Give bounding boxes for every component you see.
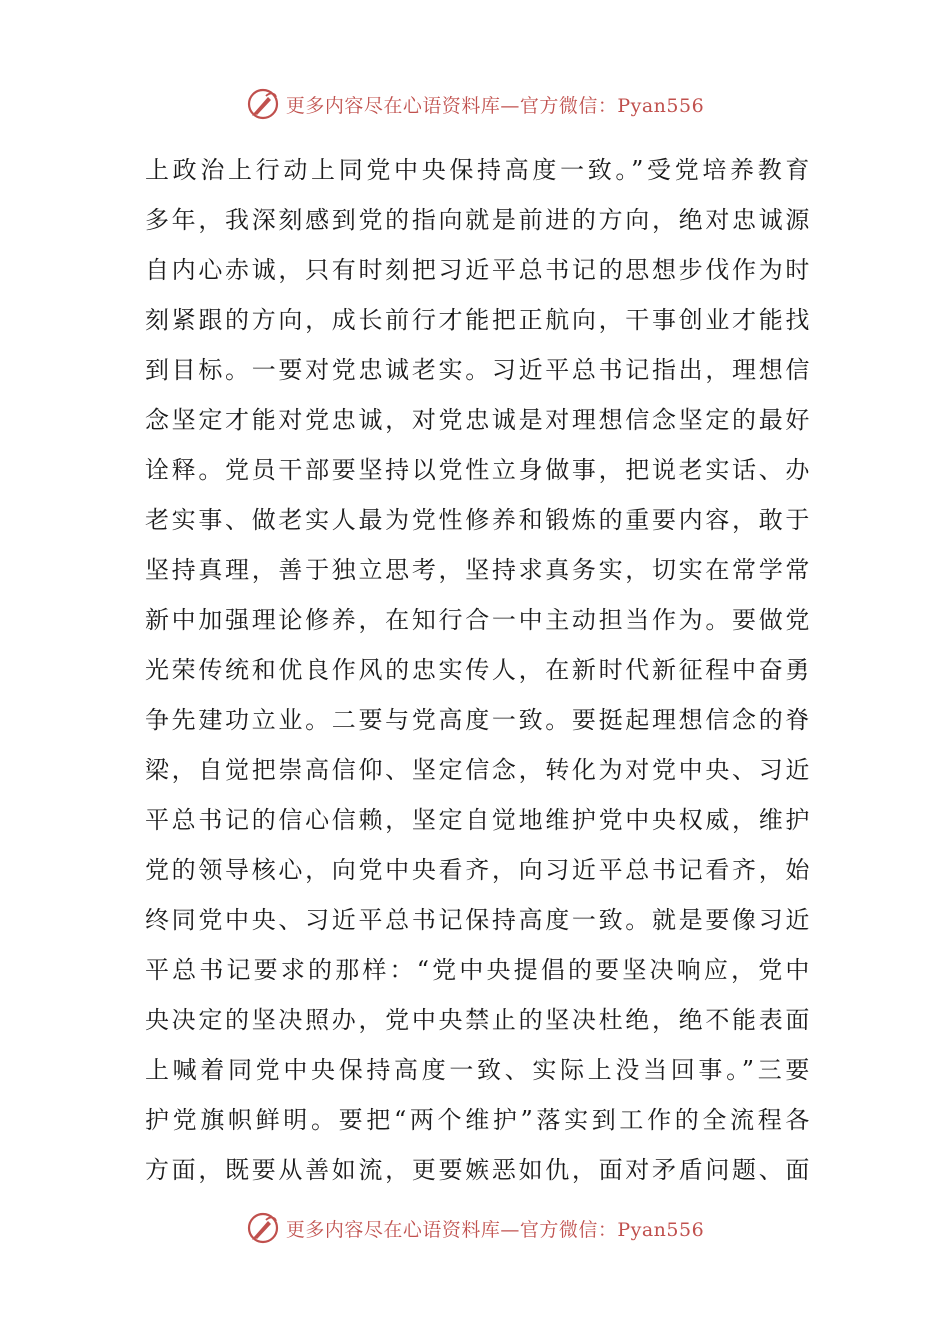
text-line: 终同党中央、习近平总书记保持高度一致。就是要像习近 <box>145 906 810 934</box>
text-line: 自内心赤诚，只有时刻把习近平总书记的思想步伐作为时 <box>145 256 810 284</box>
text-line: 坚持真理，善于独立思考，坚持求真务实，切实在常学常 <box>145 556 810 584</box>
text-line: 光荣传统和优良作风的忠实传人，在新时代新征程中奋勇 <box>145 656 810 684</box>
header-banner-text: 更多内容尽在心语资料库—官方微信：Pyan556 <box>285 94 705 117</box>
text-line: 多年，我深刻感到党的指向就是前进的方向，绝对忠诚源 <box>145 206 810 234</box>
text-line: 平总书记要求的那样：“党中央提倡的要坚决响应，党中 <box>145 956 810 984</box>
text-line: 央决定的坚决照办，党中央禁止的坚决杜绝，绝不能表面 <box>145 1006 810 1034</box>
text-line: 平总书记的信心信赖，坚定自觉地维护党中央权威，维护 <box>145 806 810 834</box>
text-line: 老实事、做老实人最为党性修养和锻炼的重要内容，敢于 <box>145 506 810 534</box>
header-banner <box>0 84 950 124</box>
text-line: 党的领导核心，向党中央看齐，向习近平总书记看齐，始 <box>145 856 810 884</box>
pen-logo-icon <box>246 87 280 121</box>
text-line: 争先建功立业。二要与党高度一致。要挺起理想信念的脊 <box>145 706 810 734</box>
text-line: 念坚定才能对党忠诚，对党忠诚是对理想信念坚定的最好 <box>145 406 810 434</box>
text-line: 刻紧跟的方向，成长前行才能把正航向，干事创业才能找 <box>145 306 810 334</box>
text-line: 诠释。党员干部要坚持以党性立身做事，把说老实话、办 <box>145 456 810 484</box>
text-line: 上政治上行动上同党中央保持高度一致。”受党培养教育 <box>145 156 810 184</box>
text-line: 新中加强理论修养，在知行合一中主动担当作为。要做党 <box>145 606 810 634</box>
text-line: 护党旗帜鲜明。要把“两个维护”落实到工作的全流程各 <box>145 1106 810 1134</box>
footer-banner-text: 更多内容尽在心语资料库—官方微信：Pyan556 <box>285 1218 705 1241</box>
document-body <box>145 145 810 1195</box>
text-line: 上喊着同党中央保持高度一致、实际上没当回事。”三要 <box>145 1056 810 1084</box>
footer-banner <box>0 1208 950 1248</box>
pen-logo-icon <box>246 1211 280 1245</box>
text-line: 到目标。一要对党忠诚老实。习近平总书记指出，理想信 <box>145 356 810 384</box>
text-line: 梁，自觉把崇高信仰、坚定信念，转化为对党中央、习近 <box>145 756 810 784</box>
text-line: 方面，既要从善如流，更要嫉恶如仇，面对矛盾问题、面 <box>145 1156 810 1184</box>
